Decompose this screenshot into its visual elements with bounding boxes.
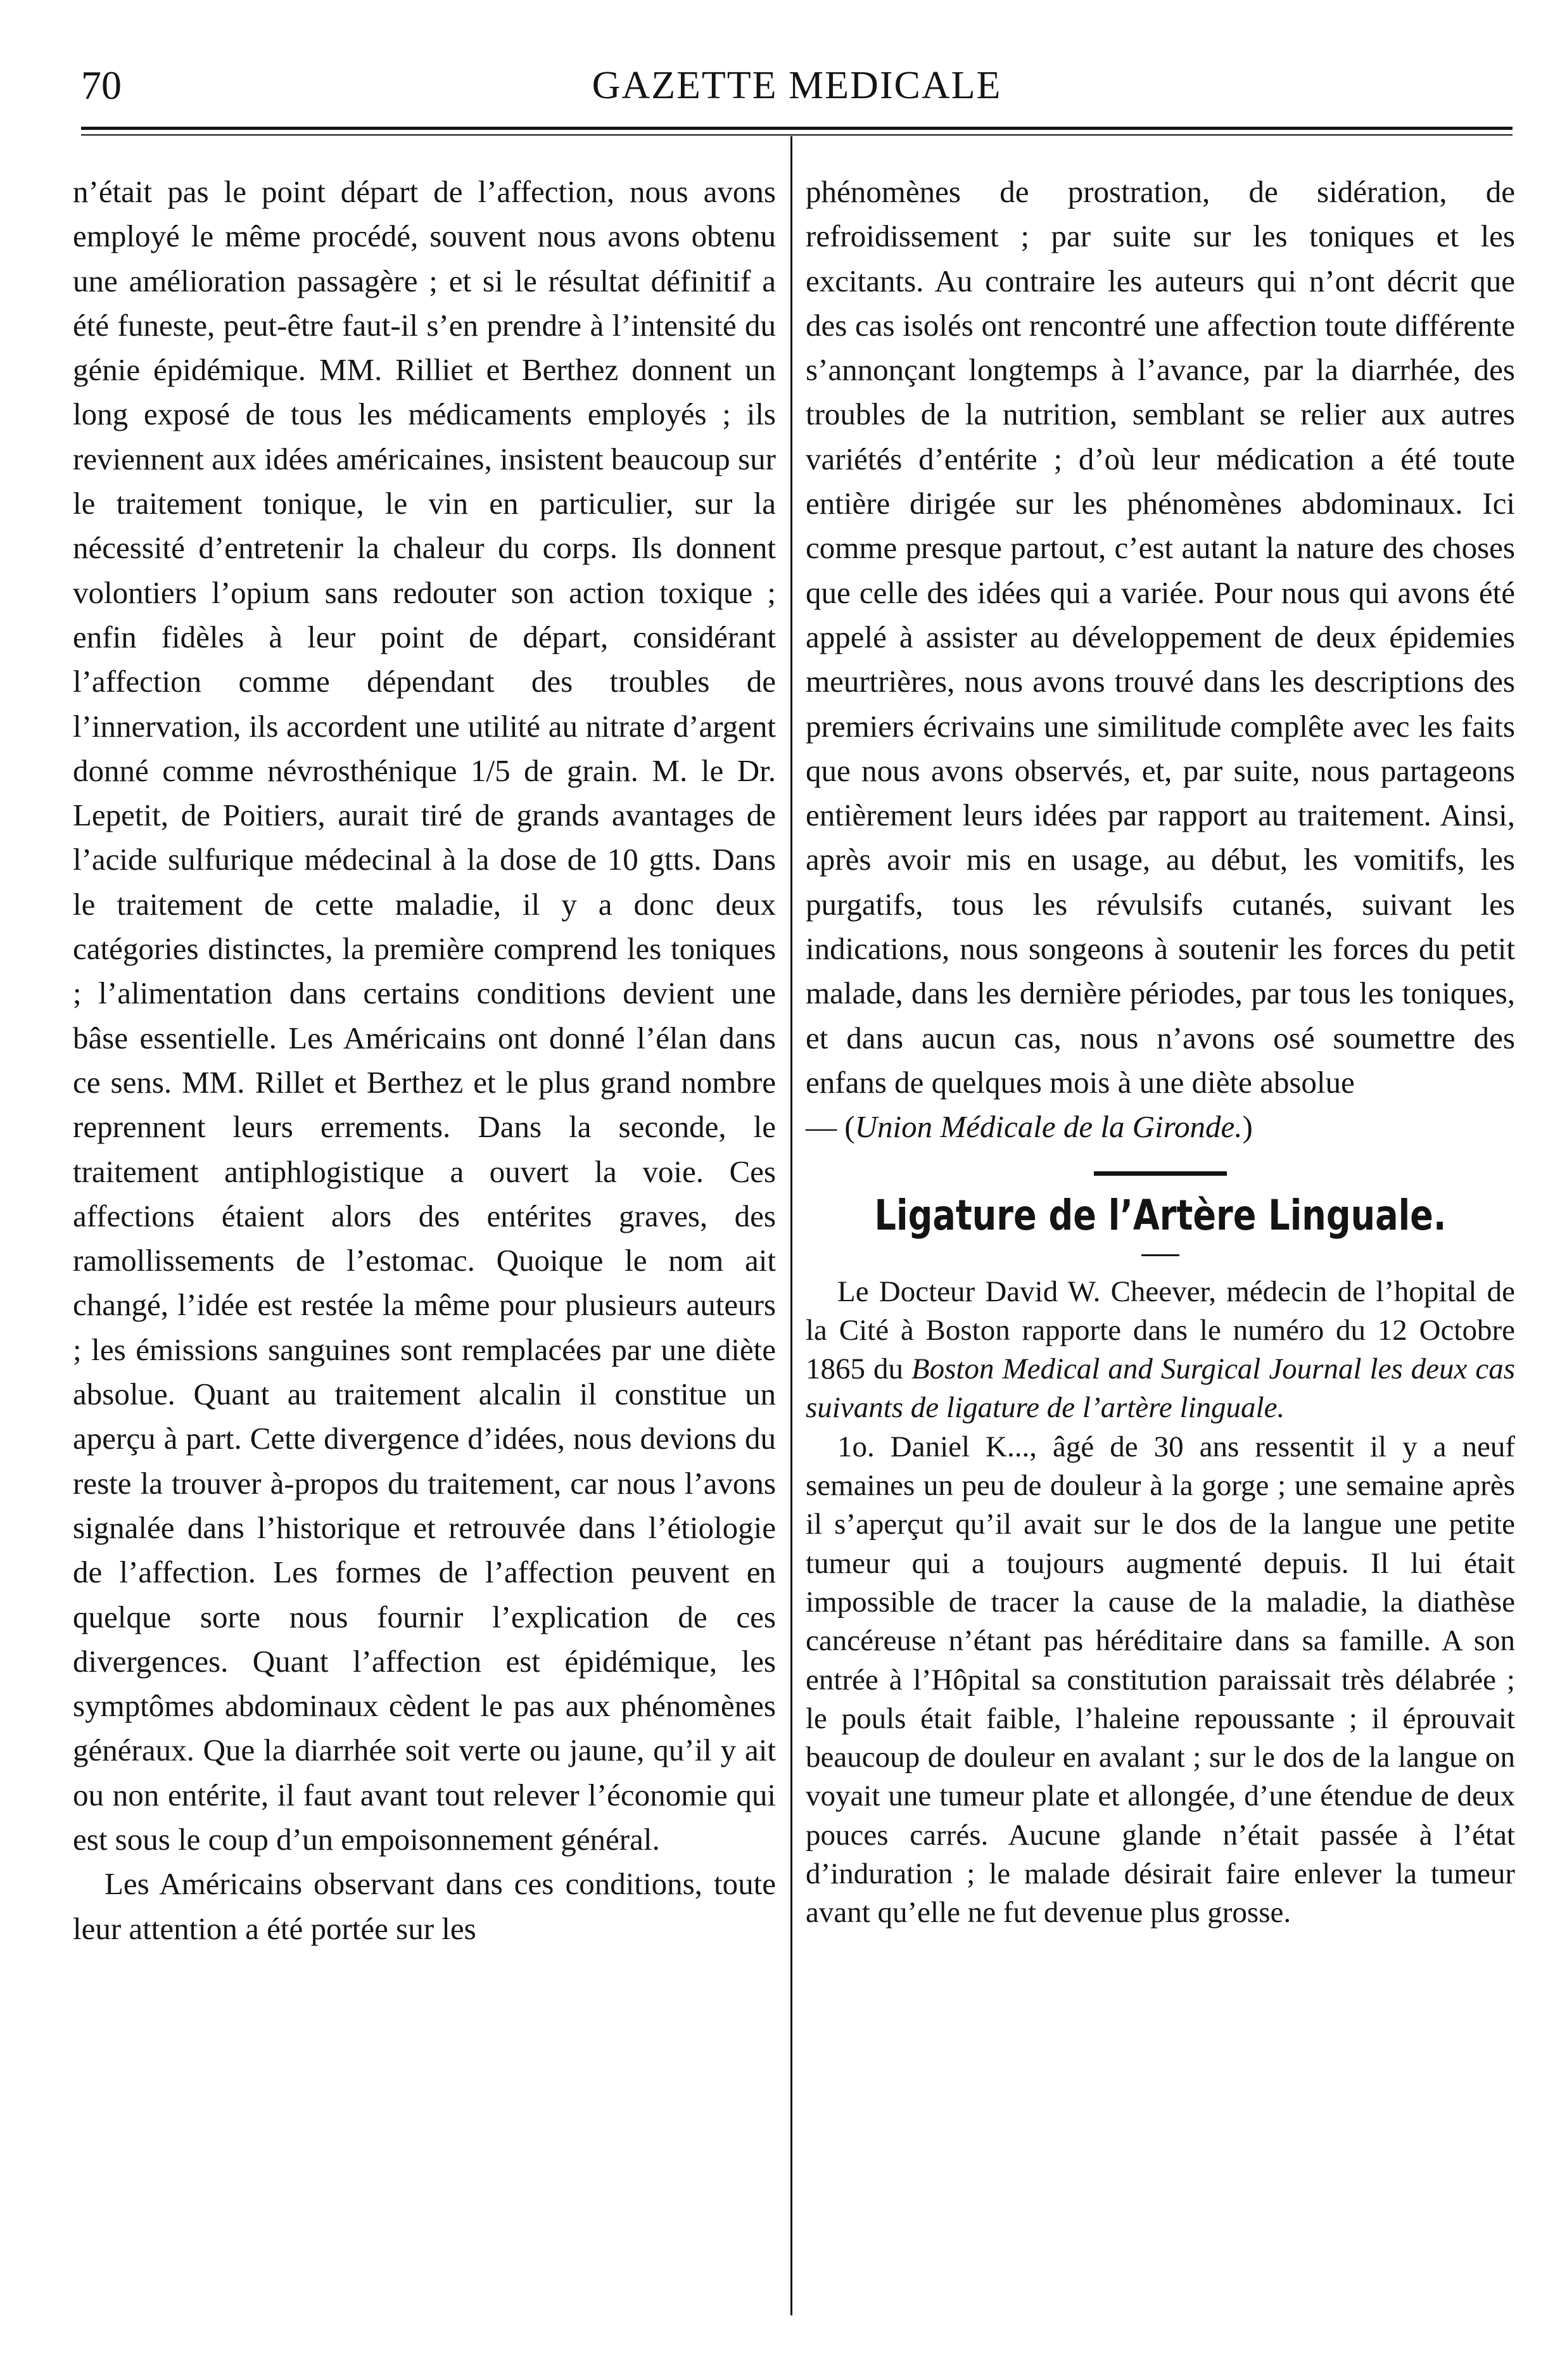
source-name: Union Médicale de la Gironde. bbox=[854, 1109, 1243, 1145]
article-paragraph-1 bbox=[806, 1273, 1515, 1428]
header-rule-thick bbox=[81, 127, 1513, 130]
article-body bbox=[806, 1273, 1515, 1933]
article-p1-text-a: Le Docteur David W. Cheever, médecin de l’hopital de la Cité à Boston rapporte dans le numéro du 12 Octobre 1865 du bbox=[806, 1275, 1515, 1386]
article-title: Ligature de l’Artère Linguale. bbox=[874, 1190, 1447, 1240]
source-dash: — ( bbox=[806, 1109, 855, 1145]
source-line bbox=[806, 1105, 1515, 1149]
article-paragraph-2: 1o. Daniel K..., âgé de 30 ans ressentit il y a neuf semaines un peu de douleur à la gorge ; une semaine après il s’aperçut qu’il avait sur le dos de la langue une petite tumeur qui a toujours augmenté depuis. Il lui était impossible de tracer la cause de la maladie, la diathèse cancéreuse n’étant pas héréditaire dans sa famille. A son entrée à l’Hôpital sa constitution paraissait très délabrée ; le pouls était faible, l’haleine repoussante ; il éprouvait beaucoup de douleur en avalant ; sur le dos de la langue on voyait une tumeur plate et allongée, d’une étendue de deux pouces carrés. Aucune glande n’était passée à l’état d’induration ; le malade désirait faire enlever la tumeur avant qu’elle ne fut devenue plus grosse. bbox=[806, 1430, 1515, 1930]
title-rule bbox=[1094, 1171, 1227, 1176]
running-title: GAZETTE MEDICALE bbox=[592, 64, 1002, 107]
left-column bbox=[73, 170, 776, 1951]
source-close: ) bbox=[1242, 1109, 1253, 1145]
page-header bbox=[81, 60, 1513, 111]
page-number: 70 bbox=[81, 63, 122, 108]
journal-name: Boston Medical and Surgical Journal bbox=[911, 1352, 1362, 1386]
column-divider bbox=[790, 136, 792, 2315]
title-dash bbox=[1141, 1254, 1179, 1256]
right-column bbox=[806, 170, 1515, 1933]
left-paragraph-2: Les Américains observant dans ces conditions, toute leur attention a été portée sur les bbox=[73, 1866, 776, 1946]
left-paragraph-1: n’était pas le point départ de l’affection, nous avons employé le même procédé, souvent nous avons obtenu une amélioration passagère ; et si le résultat définitif a été funeste, peut-être faut-il s’en prendre à l’intensité du génie épidémique. MM. Rilliet et Berthez donnent un long exposé de tous les médicaments employés ; ils reviennent aux idées américaines, insistent beaucoup sur le traitement tonique, le vin en particulier, sur la nécessité d’entretenir la chaleur du corps. Ils donnent volontiers l’opium sans redouter son action toxique ; enfin fidèles à leur point de départ, considérant l’affection comme dépendant des troubles de l’innervation, ils accordent une utilité au nitrate d’argent donné comme névrosthénique 1/5 de grain. M. le Dr. Lepetit, de Poitiers, aurait tiré de grands avantages de l’acide sulfurique médecinal à la dose de 10 gtts. Dans le traitement de cette maladie, il y a donc deux catégories distinctes, la première comprend les toniques ; l’alimentation dans certains conditions devient une bâse essentielle. Les Américains ont donné l’élan dans ce sens. MM. Rillet et Berthez et le plus grand nombre reprennent leurs errements. Dans la seconde, le traitement antiphlogistique a ouvert la voie. Ces affections étaient alors des entérites graves, des ramollissements de l’estomac. Quoique le nom ait changé, l’idée est restée la même pour plusieurs auteurs ; les émissions sanguines sont remplacées par une diète absolue. Quant au traitement alcalin il constitue un aperçu à part. Cette divergence d’idées, nous devions du reste la trouver à-propos du traitement, car nous l’avons signalée dans l’historique et retrouvée dans l’étiologie de l’affection. Les formes de l’affection peuvent en quelque sorte nous fournir l’explication de ces divergences. Quant l’affection est épidémique, les symptômes abdominaux cèdent le pas aux phénomènes généraux. Que la diarrhée soit verte ou jaune, qu’il y ait ou non entérite, il faut avant tout relever l’économie qui est sous le coup d’un empoisonnement général. bbox=[73, 174, 776, 1857]
article-p1-text-b: les deux cas suivants de ligature de l’artère linguale. bbox=[806, 1352, 1516, 1425]
right-paragraph-1: phénomènes de prostration, de sidération, de refroidissement ; par suite sur les toniques et les excitants. Au contraire les auteurs qui n’ont décrit que des cas isolés ont rencontré une affection toute différente s’annonçant longtemps à l’avance, par la diarrhée, des troubles de la nutrition, semblant se relier aux autres variétés d’entérite ; d’où leur médication a été toute entière dirigée sur les phénomènes abdominaux. Ici comme presque partout, c’est autant la nature des choses que celle des idées qui a variée. Pour nous qui avons été appelé à assister au développement de deux épidemies meurtrières, nous avons trouvé dans les descriptions des premiers écrivains une similitude complête avec les faits que nous avons observés, et, par suite, nous partageons entièrement leurs idées par rapport au traitement. Ainsi, après avoir mis en usage, au début, les vomitifs, les purgatifs, tous les révulsifs cutanés, suivant les indications, nous songeons à soutenir les forces du petit malade, dans les dernière périodes, par tous les toniques, et dans aucun cas, nous n’avons osé soumettre des enfans de quelques mois à une diète absolue bbox=[806, 174, 1515, 1100]
header-rule-thin bbox=[81, 134, 1513, 136]
